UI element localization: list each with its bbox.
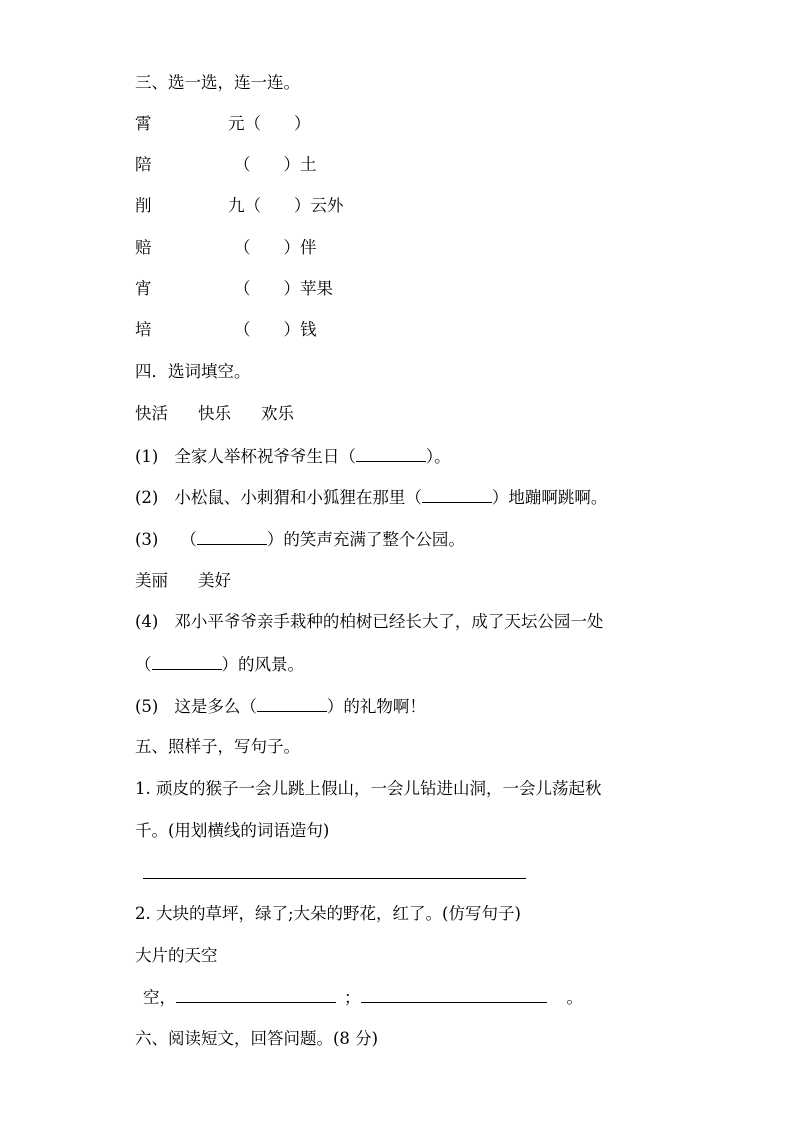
question-text-pre: （ — [180, 530, 197, 549]
section5-title: 五、照样子，写句子。 — [135, 737, 300, 756]
answer-blank[interactable] — [361, 987, 547, 1003]
question-text-post: ）的礼物啊！ — [326, 697, 426, 716]
match-left-char: 宵 — [135, 279, 152, 298]
match-left-char: 削 — [135, 196, 152, 215]
question-text-post: ）。 — [425, 447, 451, 466]
answer-blank[interactable] — [176, 987, 336, 1003]
word-option: 快活 — [135, 404, 168, 423]
match-paren: （ ） — [244, 114, 311, 133]
fill-blank[interactable] — [197, 528, 267, 545]
match-left-char: 培 — [135, 320, 152, 339]
match-paren: （ ） — [234, 279, 300, 298]
match-paren: （ ） — [234, 320, 300, 339]
question-4-cont — [135, 653, 304, 676]
question-text-pre: 小松鼠、小刺猬和小狐狸在那里（ — [174, 488, 422, 507]
word-bank-1 — [135, 403, 294, 425]
match-right-item[interactable] — [228, 113, 311, 135]
word-bank-2 — [135, 570, 231, 592]
question-number: (5) — [135, 697, 159, 716]
question-3 — [135, 528, 465, 551]
fill-blank[interactable] — [152, 653, 222, 670]
match-paren: （ ） — [234, 238, 300, 257]
question-number: (2) — [135, 488, 159, 507]
fill-blank[interactable] — [422, 486, 492, 503]
question-2 — [135, 486, 607, 509]
match-suffix: 云外 — [310, 196, 344, 215]
match-prefix: 元 — [228, 114, 245, 133]
question-text-post: ）的笑声充满了整个公园。 — [266, 530, 465, 549]
item2-line1: 2. 大块的草坪，绿了;大朵的野花，红了。(仿写句子) — [135, 904, 521, 923]
match-suffix: 土 — [300, 155, 317, 174]
answer-line[interactable] — [143, 878, 526, 879]
question-text-post: ）地蹦啊跳啊。 — [491, 488, 608, 507]
match-paren: （ ） — [234, 155, 300, 174]
item2-prefix: 空， — [143, 988, 176, 1007]
match-prefix: 九 — [228, 196, 245, 215]
question-text-pre: 全家人举杯祝爷爷生日（ — [174, 447, 356, 466]
word-option: 欢乐 — [261, 404, 294, 423]
match-suffix: 苹果 — [300, 279, 333, 298]
section3-title: 三、选一选，连一连。 — [135, 73, 300, 92]
match-right-item[interactable] — [234, 237, 317, 259]
question-number: (4) — [135, 612, 159, 631]
word-option: 快乐 — [198, 404, 231, 423]
fill-blank[interactable] — [356, 445, 426, 462]
question-4 — [135, 611, 603, 633]
item2-line3 — [143, 987, 583, 1009]
word-option: 美好 — [198, 571, 231, 590]
question-text-line1: 邓小平爷爷亲手栽种的柏树已经长大了，成了天坛公园一处 — [174, 612, 604, 631]
question-text-post: ）的风景。 — [221, 655, 304, 674]
match-right-item[interactable] — [228, 195, 344, 217]
section4-title: 四．选词填空。 — [135, 362, 251, 381]
question-number: (1) — [135, 447, 159, 466]
section6-title: 六、阅读短文，回答问题。(8 分) — [135, 1029, 379, 1048]
fill-blank[interactable] — [257, 695, 327, 712]
item2-line2: 大片的天空 — [135, 946, 218, 965]
match-right-item[interactable] — [228, 154, 317, 176]
match-paren: （ ） — [244, 196, 311, 215]
match-left-char: 霄 — [135, 114, 152, 133]
question-text-pre: （ — [135, 655, 152, 674]
match-left-char: 赔 — [135, 238, 152, 257]
match-right-item[interactable] — [234, 319, 317, 341]
match-left-char: 陪 — [135, 155, 152, 174]
word-option: 美丽 — [135, 571, 168, 590]
question-number: (3) — [135, 530, 159, 549]
match-suffix: 伴 — [300, 238, 317, 257]
question-1 — [135, 445, 451, 468]
question-text-pre: 这是多么（ — [174, 697, 257, 716]
item2-separator: ； — [344, 988, 361, 1007]
item2-end: 。 — [566, 988, 583, 1007]
item1-line1: 1. 顽皮的猴子一会儿跳上假山，一会儿钻进山洞，一会儿荡起秋 — [135, 779, 602, 798]
match-right-item[interactable] — [234, 278, 333, 300]
item1-line2: 千。(用划横线的词语造句) — [135, 821, 330, 840]
match-suffix: 钱 — [300, 320, 317, 339]
question-5 — [135, 695, 426, 718]
